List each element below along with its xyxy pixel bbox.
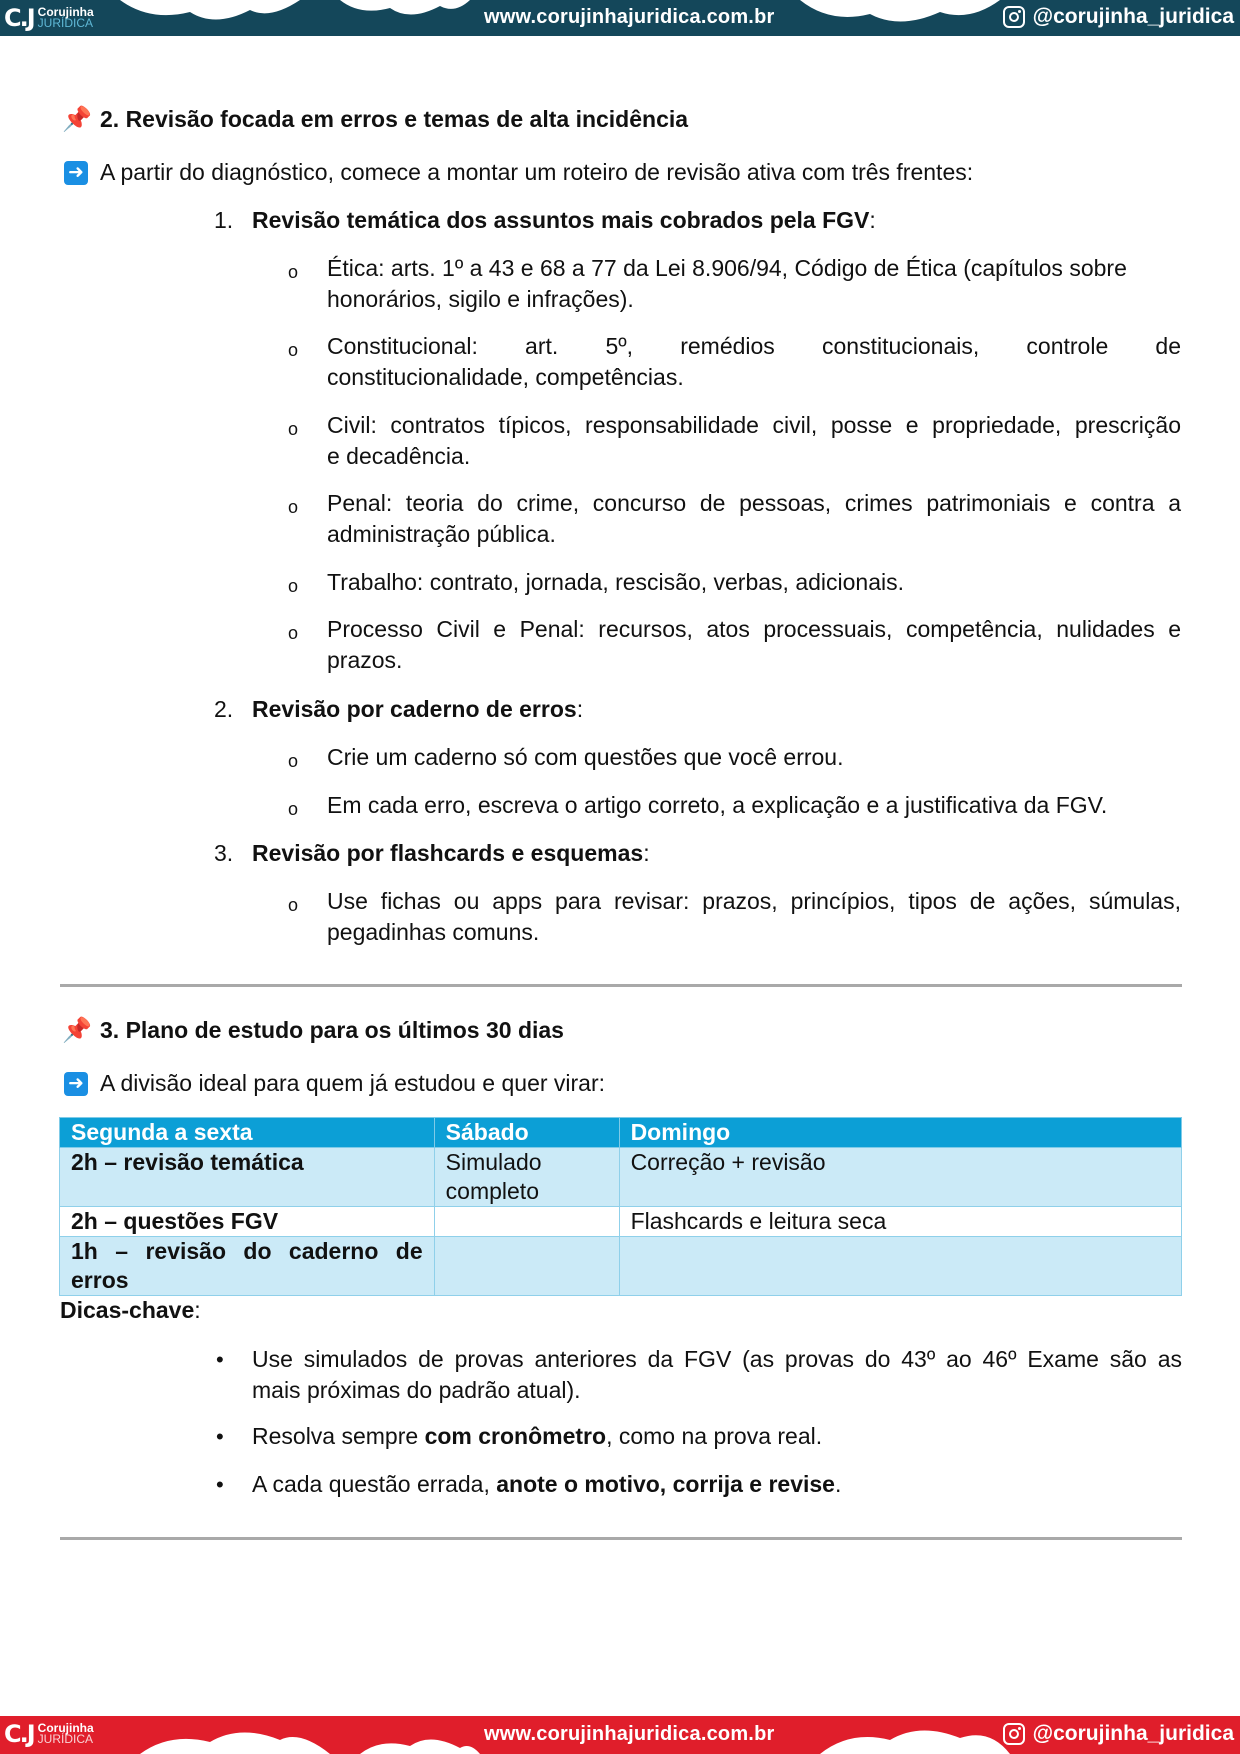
section-2-intro (64, 157, 973, 188)
section-2-title: 2. Revisão focada em erros e temas de alta incidência (100, 106, 689, 132)
tip-item: Resolva sempre com cronômetro, como na prova real. (252, 1423, 823, 1449)
section-3-title: 3. Plano de estudo para os últimos 30 dias (100, 1017, 564, 1043)
list-bullet: • (216, 1424, 224, 1449)
pin-icon: 📌 (62, 106, 92, 133)
table-cell: Simulado completo (434, 1148, 619, 1207)
list-number: 3. (214, 840, 234, 866)
table-header-cell: Sábado (434, 1118, 619, 1148)
list-number: 1. (214, 207, 234, 233)
pin-icon: 📌 (62, 1017, 92, 1044)
table-cell (619, 1237, 1181, 1296)
tip-item: Use simulados de provas anteriores da FGV (as provas do 43º ao 46º Exame são as mais próximas do padrão atual). (252, 1346, 1182, 1403)
logo-mark: C.J (4, 4, 34, 32)
list-bullet: o (288, 623, 299, 643)
list-item: Penal: teoria do crime, concurso de pessoas, crimes patrimoniais e contra a administração pública. (327, 490, 1181, 547)
tip-item: A cada questão errada, anote o motivo, corrija e revise. (252, 1471, 842, 1497)
arrow-right-icon: ➜ (64, 161, 88, 185)
logo-sub: JURÍDICA (37, 16, 94, 30)
table-cell (434, 1207, 619, 1237)
header-logo[interactable] (4, 3, 94, 33)
logo-name: Corujinha (37, 1721, 94, 1735)
list-item: Processo Civil e Penal: recursos, atos processuais, competência, nulidades e prazos. (327, 616, 1181, 673)
list-item: Em cada erro, escreva o artigo correto, a explicação e a justificativa da FGV. (327, 792, 1108, 818)
table-header-cell: Domingo (619, 1118, 1181, 1148)
list-bullet: o (288, 799, 299, 819)
section-2-intro-text: A partir do diagnóstico, comece a montar um roteiro de revisão ativa com três frentes: (100, 159, 974, 185)
list-bullet: o (288, 895, 299, 915)
list-bullet: o (288, 497, 299, 517)
list-item-title: Revisão por flashcards e esquemas: (252, 840, 650, 866)
table-header-row (60, 1118, 1182, 1148)
list-number: 2. (214, 696, 234, 722)
list-item: Use fichas ou apps para revisar: prazos, princípios, tipos de ações, súmulas, pegadinhas comuns. (327, 888, 1181, 945)
list-bullet: • (216, 1472, 224, 1497)
list-bullet: o (288, 340, 299, 360)
table-row (60, 1207, 1182, 1237)
table-cell (434, 1237, 619, 1296)
footer-instagram-link[interactable] (1003, 1722, 1234, 1746)
footer-logo[interactable] (4, 1719, 94, 1749)
logo-mark: C.J (4, 1720, 34, 1748)
list-bullet: o (288, 262, 299, 282)
arrow-right-icon: ➜ (64, 1072, 88, 1096)
section-3-intro-text: A divisão ideal para quem já estudou e quer virar: (100, 1070, 606, 1096)
table-cell: Correção + revisão (619, 1148, 1181, 1207)
section-2-heading (62, 104, 688, 135)
header-instagram-link[interactable] (1003, 5, 1234, 29)
instagram-handle: @corujinha_juridica (1032, 1722, 1234, 1745)
list-bullet: o (288, 419, 299, 439)
tips-label: Dicas-chave: (60, 1297, 201, 1323)
list-item: Civil: contratos típicos, responsabilidade civil, posse e propriedade, prescrição e decadência. (327, 412, 1181, 469)
table-cell: 1h – revisão do caderno de erros (60, 1237, 435, 1296)
table-cell: 2h – revisão temática (60, 1148, 435, 1207)
table-row (60, 1237, 1182, 1296)
list-bullet: o (288, 751, 299, 771)
section-divider (60, 984, 1182, 987)
table-cell: Flashcards e leitura seca (619, 1207, 1181, 1237)
instagram-icon (1003, 6, 1025, 28)
list-bullet: • (216, 1347, 224, 1372)
footer-site-link[interactable]: www.corujinhajuridica.com.br (484, 1723, 775, 1745)
logo-sub: JURÍDICA (37, 1732, 94, 1746)
section-3-intro (64, 1068, 605, 1099)
logo-name: Corujinha (37, 5, 94, 19)
study-plan-table (59, 1117, 1182, 1296)
page-footer (0, 1716, 1240, 1754)
instagram-icon (1003, 1723, 1025, 1745)
list-bullet: o (288, 576, 299, 596)
instagram-handle: @corujinha_juridica (1032, 5, 1234, 28)
list-item: Crie um caderno só com questões que você errou. (327, 744, 844, 770)
section-3-heading (62, 1015, 564, 1046)
table-header-cell: Segunda a sexta (60, 1118, 435, 1148)
table-row (60, 1148, 1182, 1207)
table-cell: 2h – questões FGV (60, 1207, 435, 1237)
section-divider (60, 1537, 1182, 1540)
list-item-title: Revisão temática dos assuntos mais cobrados pela FGV: (252, 207, 876, 233)
list-item: Ética: arts. 1º a 43 e 68 a 77 da Lei 8.906/94, Código de Ética (capítulos sobre honorários, sigilo e infrações). (327, 255, 1127, 312)
page-header (0, 0, 1240, 36)
header-site-link[interactable]: www.corujinhajuridica.com.br (484, 6, 775, 28)
list-item: Constitucional: art. 5º, remédios constitucionais, controle de constitucionalidade, competências. (327, 333, 1181, 390)
list-item: Trabalho: contrato, jornada, rescisão, verbas, adicionais. (327, 569, 905, 595)
list-item-title: Revisão por caderno de erros: (252, 696, 584, 722)
